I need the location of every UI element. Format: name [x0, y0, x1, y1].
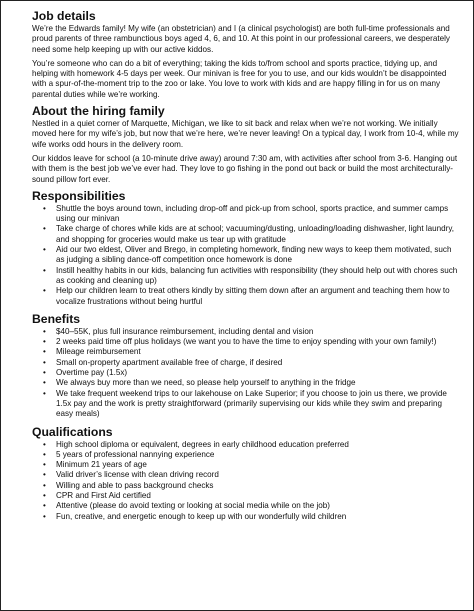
responsibilities-heading: Responsibilities [32, 188, 126, 203]
about-family-paragraph: Nestled in a quiet corner of Marquette, Michigan, we like to sit back and relax when we’re not working. We initially moved here for my wife’s job, but now that we’re here, we’re never leaving! On a typical day, I work from 10-4, while my wife works odd hours in the delivery room. [32, 119, 459, 149]
list-item: • Minimum 21 years of age [56, 460, 459, 470]
benefits-list [32, 327, 459, 420]
list-item: • Valid driver’s license with clean driving record [56, 470, 459, 480]
benefits-heading: Benefits [32, 311, 81, 326]
list-item: • Small on-property apartment available free of charge, if desired [56, 358, 459, 368]
responsibilities-section [32, 189, 459, 307]
list-item: • We always buy more than we need, so please help yourself to anything in the fridge [56, 378, 459, 388]
list-item: • We take frequent weekend trips to our lakehouse on Lake Superior; if you choose to join us there, we provide 1.5x pay and the work is pretty straightforward (primarily supervising our kids while they swim and preparing easy meals) [56, 389, 459, 420]
about-family-heading: About the hiring family [32, 104, 165, 119]
job-details-section [32, 9, 459, 100]
list-item: • Shuttle the boys around town, including drop-off and pick-up from school, sports practice, and summer camps using our minivan [56, 204, 459, 225]
qualifications-section [32, 425, 459, 522]
about-family-paragraph: Our kiddos leave for school (a 10-minute drive away) around 7:30 am, with activities after school from 3-6. Hanging out with them is the best job we’ve ever had. They love to go fishing in the pond out back or build the most architecturally-sound pillow fort ever. [32, 153, 458, 184]
responsibilities-list [32, 204, 459, 307]
job-details-heading: Job details [32, 9, 96, 23]
list-item: • Fun, creative, and energetic enough to keep up with our wonderfully wild children [56, 512, 459, 522]
list-item: • High school diploma or equivalent, degrees in early childhood education preferred [56, 440, 459, 450]
list-item: • Help our children learn to treat others kindly by sitting them down after an argument and teaching them how to vocalize frustrations without being hurtful [56, 286, 459, 307]
list-item: • Mileage reimbursement [56, 347, 459, 357]
list-item: • 2 weeks paid time off plus holidays (we want you to have the time to enjoy spending with your own family!) [56, 337, 459, 347]
list-item: • Overtime pay (1.5x) [56, 368, 459, 378]
list-item: • CPR and First Aid certified [56, 491, 459, 501]
list-item: • Aid our two eldest, Oliver and Brego, in completing homework, finding new ways to keep them motivated, such as judging a sibling dance-off competition once homework is done [56, 245, 459, 266]
job-details-paragraph: You’re someone who can do a bit of everything; taking the kids to/from school and sports practice, tidying up, and helping with homework 4-5 days per week. Our minivan is free for you to use, and our kids wouldn’t be disappointed with a spur-of-the-moment trip to the zoo or lake. You love to work with kids and are happy filling in for us on many parental duties while we’re working. [32, 58, 447, 99]
list-item: • Willing and able to pass background checks [56, 481, 459, 491]
about-family-section [32, 104, 459, 185]
benefits-section [32, 312, 459, 420]
list-item: • 5 years of professional nannying experience [56, 450, 459, 460]
list-item: • Take charge of chores while kids are at school; vacuuming/dusting, unloading/loading dishwasher, light laundry, and shopping for groceries would make us tear up with gratitude [56, 224, 459, 245]
job-details-paragraph: We’re the Edwards family! My wife (an obstetrician) and I (a clinical psychologist) are both full-time professionals and proud parents of three rambunctious boys aged 4, 6, and 10. At this point in our professional careers, we desperately need some help keeping up with our active kiddos. [32, 24, 450, 54]
list-item: • Instill healthy habits in our kids, balancing fun activities with responsibility (they should help out with chores such as cooking and cleaning up) [56, 266, 459, 287]
list-item: • Attentive (please do avoid texting or looking at social media while on the job) [56, 501, 459, 511]
qualifications-list [32, 440, 459, 522]
qualifications-heading: Qualifications [32, 424, 113, 439]
list-item: • $40–55K, plus full insurance reimbursement, including dental and vision [56, 327, 459, 337]
